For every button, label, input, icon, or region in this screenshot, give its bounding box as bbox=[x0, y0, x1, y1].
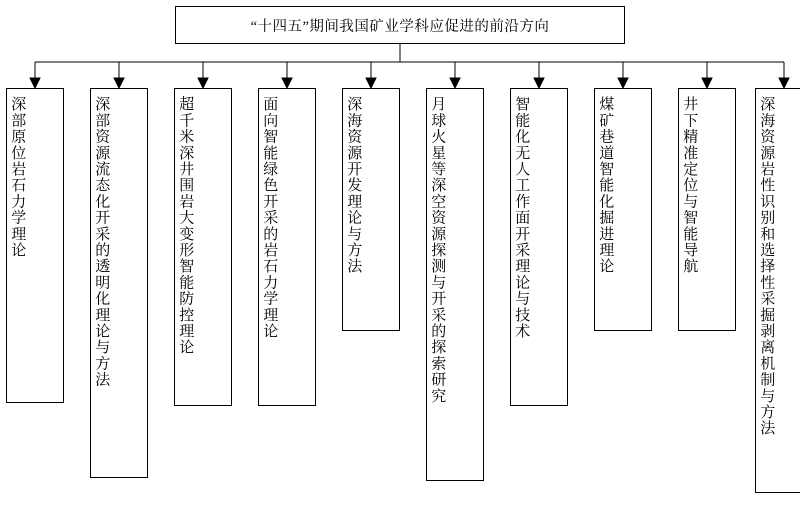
leaf-node-1-label: 深部原位岩石力学理论 bbox=[9, 96, 26, 258]
leaf-node-4-label: 面向智能绿色开采的岩石力学理论 bbox=[261, 96, 278, 339]
root-node bbox=[175, 6, 625, 44]
leaf-node-7-label: 智能化无人工作面开采理论与技术 bbox=[513, 96, 530, 339]
leaf-node-9-label: 井下精准定位与智能导航 bbox=[681, 96, 698, 275]
leaf-node-10-label: 深海资源岩性识别和选择性采掘剥离机制与方法 bbox=[758, 96, 775, 437]
leaf-node-6-label: 月球火星等深空资源探测与开采的探索研究 bbox=[429, 96, 446, 404]
leaf-node-4 bbox=[258, 88, 316, 406]
leaf-node-10 bbox=[755, 88, 800, 493]
leaf-node-7 bbox=[510, 88, 568, 406]
leaf-node-9 bbox=[678, 88, 736, 331]
leaf-node-2 bbox=[90, 88, 148, 478]
leaf-node-6 bbox=[426, 88, 484, 481]
leaf-node-3 bbox=[174, 88, 232, 406]
leaf-node-5 bbox=[342, 88, 400, 331]
leaf-node-2-label: 深部资源流态化开采的透明化理论与方法 bbox=[93, 96, 110, 388]
leaf-node-8-label: 煤矿巷道智能化掘进理论 bbox=[597, 96, 614, 275]
leaf-node-8 bbox=[594, 88, 652, 331]
leaf-node-1 bbox=[6, 88, 64, 403]
leaf-node-3-label: 超千米深井围岩大变形智能防控理论 bbox=[177, 96, 194, 356]
leaf-node-5-label: 深海资源开发理论与方法 bbox=[345, 96, 362, 275]
root-node-label: “十四五”期间我国矿业学科应促进的前沿方向 bbox=[250, 18, 550, 35]
